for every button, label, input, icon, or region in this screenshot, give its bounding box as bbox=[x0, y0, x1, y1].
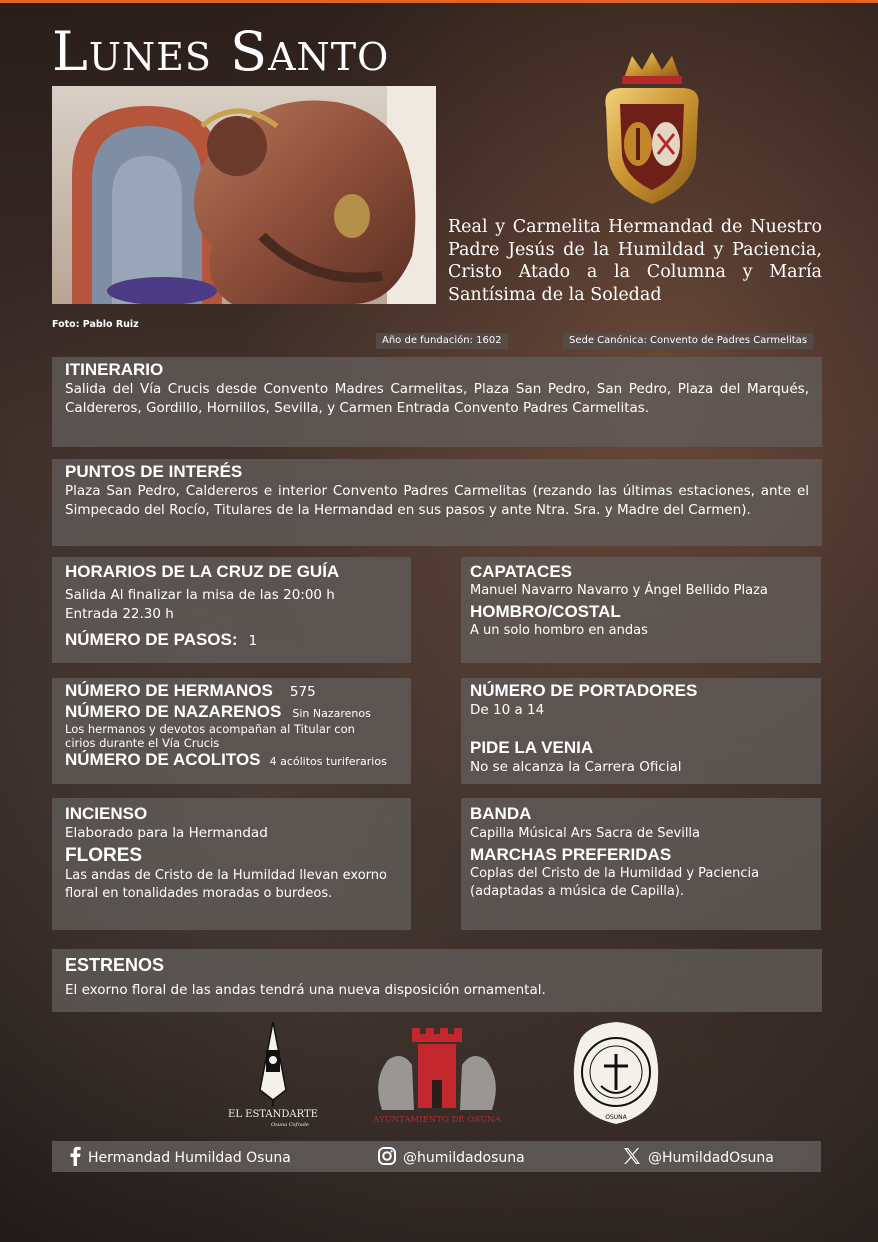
x-icon bbox=[622, 1146, 642, 1166]
acolitos-label: NÚMERO DE ACOLITOS bbox=[65, 750, 261, 769]
social-bar bbox=[52, 1141, 821, 1172]
seal-icon bbox=[571, 1020, 661, 1128]
itinerario-heading: ITINERARIO bbox=[65, 360, 164, 379]
portadores-panel bbox=[461, 678, 821, 784]
el-estandarte-logo bbox=[228, 1020, 318, 1128]
x-label: @HumildadOsuna bbox=[648, 1150, 774, 1166]
cristo-photo bbox=[52, 86, 436, 304]
ayuntamiento-icon bbox=[362, 1020, 512, 1128]
nazarenos-value: Sin Nazarenos bbox=[292, 707, 371, 720]
facebook-label: Hermandad Humildad Osuna bbox=[88, 1150, 291, 1166]
marchas-text: Coplas del Cristo de la Humildad y Paciencia (adaptadas a música de Capilla). bbox=[470, 866, 760, 899]
cristo-photo-illustration bbox=[52, 86, 436, 304]
banda-panel bbox=[461, 798, 821, 930]
ayuntamiento-logo bbox=[362, 1020, 512, 1128]
horarios-heading: HORARIOS DE LA CRUZ DE GUÍA bbox=[65, 562, 340, 581]
capataces-heading: CAPATACES bbox=[470, 562, 572, 581]
horarios-panel bbox=[52, 557, 411, 663]
hermanos-label: NÚMERO DE HERMANOS bbox=[65, 681, 273, 700]
photo-credit: Foto: Pablo Ruiz bbox=[52, 319, 139, 330]
fundacion-tag: Año de fundación: 1602 bbox=[376, 333, 508, 349]
seal-logo bbox=[571, 1020, 661, 1128]
instagram-icon bbox=[377, 1146, 397, 1166]
sede-tag: Sede Canónica: Convento de Padres Carmelitas bbox=[563, 333, 813, 349]
ayuntamiento-label: AYUNTAMIENTO DE OSUNA bbox=[373, 1115, 501, 1125]
marchas-heading: MARCHAS PREFERIDAS bbox=[470, 845, 672, 864]
portadores-heading: NÚMERO DE PORTADORES bbox=[470, 681, 698, 700]
crest-icon bbox=[592, 48, 712, 208]
instagram-label: @humildadosuna bbox=[403, 1150, 525, 1166]
estandarte-label: EL ESTANDARTE bbox=[228, 1109, 318, 1120]
hermanos-value: 575 bbox=[289, 684, 316, 700]
itinerario-text: Salida del Vía Crucis desde Convento Madres Carmelitas, Plaza San Pedro, San Pedro, Plaza del Marqués, Caldereros, Gordillo, Hornillos, Sevilla, y Carmen Entrada Convento Padres Carmelitas. bbox=[65, 381, 809, 416]
acolitos-row bbox=[65, 750, 398, 770]
pasos-label: NÚMERO DE PASOS: bbox=[65, 630, 238, 649]
estrenos-heading: ESTRENOS bbox=[65, 955, 165, 975]
page-title: Lunes Santo bbox=[52, 20, 390, 83]
incienso-text: Elaborado para la Hermandad bbox=[65, 825, 268, 841]
incienso-heading: INCIENSO bbox=[65, 804, 148, 823]
puntos-text: Plaza San Pedro, Caldereros e interior Convento Padres Carmelitas (rezando las últimas estaciones, ante el Simpecado del Rocío, Titulares de la Hermandad en sus pasos y ante Ntra. Sra. y Madre del Carmen). bbox=[65, 483, 809, 518]
capataces-panel bbox=[461, 557, 821, 663]
capataces-text: Manuel Navarro Navarro y Ángel Bellido Plaza bbox=[470, 583, 768, 598]
hermanos-panel bbox=[52, 678, 411, 784]
incienso-panel bbox=[52, 798, 411, 930]
flores-text: Las andas de Cristo de la Humildad llevan exorno floral en tonalidades moradas o burdeos. bbox=[65, 868, 387, 901]
estandarte-sub: Osuna Cofrade bbox=[271, 1122, 309, 1128]
venia-heading: PIDE LA VENIA bbox=[470, 738, 594, 757]
seal-label: OSUNA bbox=[605, 1114, 627, 1121]
hermandad-crest bbox=[592, 48, 712, 208]
hombro-text: A un solo hombro en andas bbox=[470, 623, 648, 638]
facebook-link[interactable] bbox=[68, 1146, 291, 1169]
hermanos-row bbox=[65, 681, 398, 702]
facebook-icon bbox=[68, 1146, 82, 1166]
instagram-link[interactable] bbox=[377, 1146, 525, 1169]
nazarenos-note: Los hermanos y devotos acompañan al Titular con cirios durante el Vía Crucis bbox=[65, 722, 355, 750]
x-link[interactable] bbox=[622, 1146, 774, 1169]
itinerario-panel bbox=[52, 357, 822, 447]
nazarenos-row bbox=[65, 702, 398, 722]
hombro-heading: HOMBRO/COSTAL bbox=[470, 602, 621, 621]
acolitos-value: 4 acólitos turiferarios bbox=[269, 755, 387, 768]
pasos-value: 1 bbox=[248, 633, 258, 649]
puntos-panel bbox=[52, 459, 822, 546]
horarios-salida: Salida Al finalizar la misa de las 20:00 h bbox=[65, 587, 335, 603]
banda-text: Capilla Músical Ars Sacra de Sevilla bbox=[470, 826, 701, 841]
hermandad-name: Real y Carmelita Hermandad de Nuestro Padre Jesús de la Humildad y Paciencia, Cristo Atado a la Columna y María Santísima de la Soledad bbox=[448, 217, 822, 305]
horarios-entrada: Entrada 22.30 h bbox=[65, 606, 174, 622]
puntos-heading: PUNTOS DE INTERÉS bbox=[65, 462, 243, 481]
estrenos-text: El exorno floral de las andas tendrá una nueva disposición ornamental. bbox=[65, 982, 546, 998]
pasos-row bbox=[65, 630, 398, 651]
venia-text: No se alcanza la Carrera Oficial bbox=[470, 759, 682, 775]
nazarenos-label: NÚMERO DE NAZARENOS bbox=[65, 702, 282, 721]
portadores-text: De 10 a 14 bbox=[470, 702, 545, 718]
banda-heading: BANDA bbox=[470, 804, 532, 823]
flores-heading: FLORES bbox=[65, 845, 143, 866]
estrenos-panel bbox=[52, 949, 822, 1012]
top-accent-line bbox=[0, 0, 878, 3]
estandarte-icon bbox=[228, 1020, 318, 1128]
